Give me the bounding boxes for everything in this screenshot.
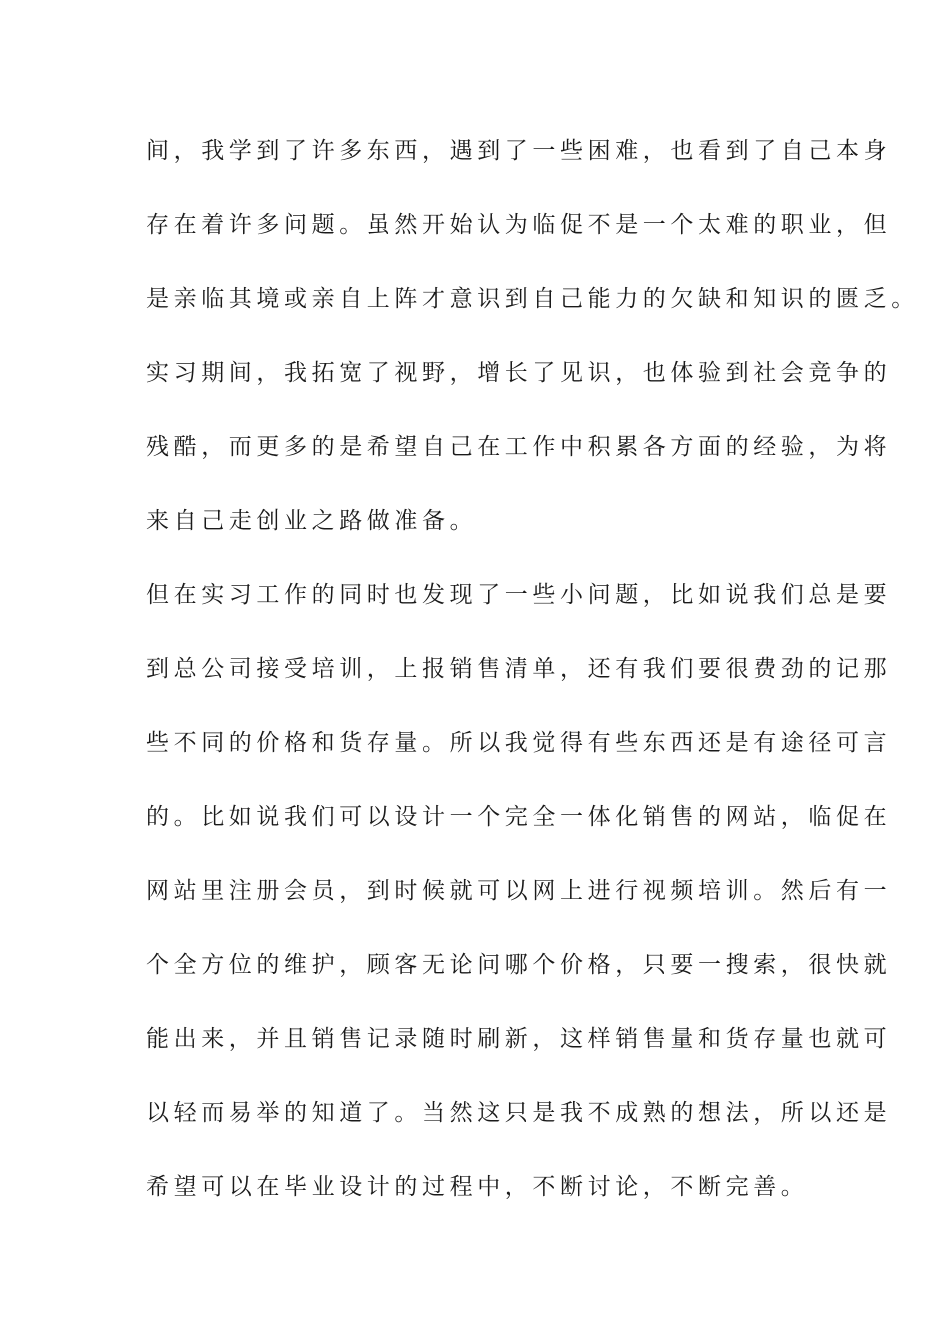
text-line: 能出来，并且销售记录随时刷新，这样销售量和货存量也就可 <box>146 1026 892 1052</box>
text-line: 到总公司接受培训，上报销售清单，还有我们要很费劲的记那 <box>146 656 892 682</box>
body-text <box>146 133 919 1243</box>
text-line: 网站里注册会员，到时候就可以网上进行视频培训。然后有一 <box>146 878 892 904</box>
text-line: 希望可以在毕业设计的过程中，不断讨论，不断完善。 <box>146 1174 809 1200</box>
text-line: 残酷，而更多的是希望自己在工作中积累各方面的经验，为将 <box>146 434 892 460</box>
text-line: 以轻而易举的知道了。当然这只是我不成熟的想法，所以还是 <box>146 1100 892 1126</box>
text-line: 间，我学到了许多东西，遇到了一些困难，也看到了自己本身 <box>146 138 892 164</box>
text-line: 但在实习工作的同时也发现了一些小问题，比如说我们总是要 <box>146 582 892 608</box>
text-line: 来自己走创业之路做准备。 <box>146 508 478 534</box>
text-line: 实习期间，我拓宽了视野，增长了见识，也体验到社会竞争的 <box>146 360 892 386</box>
text-line: 存在着许多问题。虽然开始认为临促不是一个太难的职业，但 <box>146 212 892 238</box>
text-line: 些不同的价格和货存量。所以我觉得有些东西还是有途径可言 <box>146 730 892 756</box>
text-line: 是亲临其境或亲自上阵才意识到自己能力的欠缺和知识的匮乏。 <box>146 286 919 312</box>
text-line: 个全方位的维护，顾客无论问哪个价格，只要一搜索，很快就 <box>146 952 892 978</box>
text-line: 的。比如说我们可以设计一个完全一体化销售的网站，临促在 <box>146 804 892 830</box>
